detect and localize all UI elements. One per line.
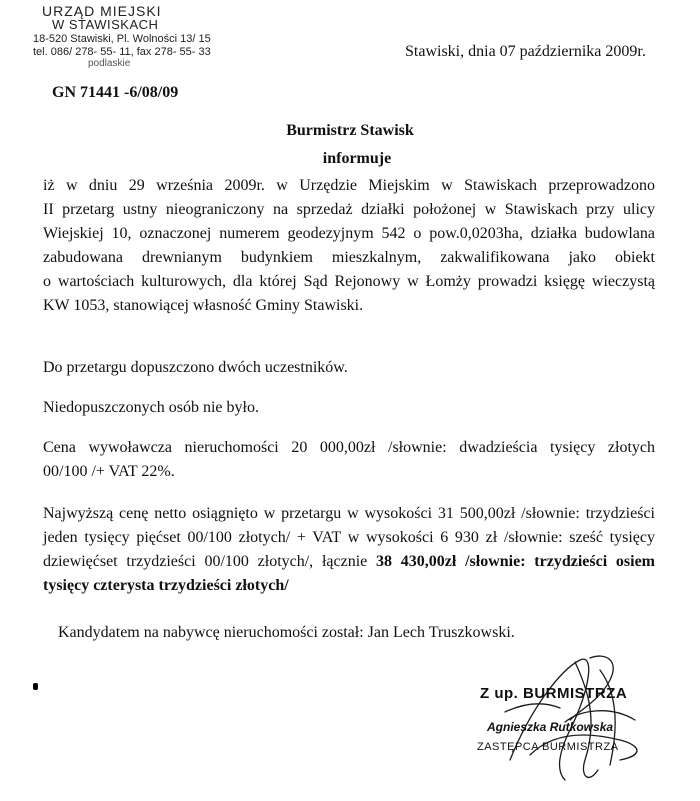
reference-number: GN 71441 -6/08/09	[52, 84, 179, 101]
paragraph-not-admitted	[43, 396, 655, 420]
text-line	[43, 550, 655, 574]
text-line-bold: tysięcy czterysta trzydzieści złotych/	[43, 577, 289, 594]
office-stamp	[0, 0, 215, 75]
text-line: Wiejskiej 10, oznaczonej numerem geodezyjnym 542 o pow.0,0203ha, działka budowlana	[43, 225, 655, 242]
document-subtitle: informuje	[322, 150, 392, 167]
text-line: jeden tysięcy pięćset 00/100 złotych/ + VAT w wysokości 6 930 zł /słownie: sześć tysięcy	[43, 529, 655, 546]
text-segment: dziewięćset trzydzieści 00/100 złotych/, łącznie	[43, 553, 377, 570]
ink-mark	[33, 683, 38, 690]
signatory-name: Agnieszka Rutkowska	[487, 720, 614, 734]
text-line: II przetarg ustny nieograniczony na sprzedaż działki położonej w Stawiskach przy ulicy	[43, 201, 655, 218]
text-line: iż w dniu 29 września 2009r. w Urzędzie Miejskim w Stawiskach przeprowadzono	[43, 177, 655, 194]
text-line: Najwyższą cenę netto osiągnięto w przetargu w wysokości 31 500,00zł /słownie: trzydzieści	[43, 505, 655, 522]
total-price-bold: 38 430,00zł /słownie: trzydzieści osiem	[376, 553, 656, 570]
text-line: Niedopuszczonych osób nie było.	[43, 399, 259, 416]
text-line: Do przetargu dopuszczono dwóch uczestników.	[43, 359, 348, 376]
text-line: zabudowana drewnianym budynkiem mieszkalnym, zakwalifikowana jako obiekt	[43, 249, 655, 266]
place-date: Stawiski, dnia 07 października 2009r.	[405, 43, 646, 60]
stamp-line-3: 18-520 Stawiski, Pl. Wolności 13/ 15	[33, 33, 211, 45]
signatory-role: ZASTĘPCA BURMISTRZA	[477, 741, 619, 753]
stamp-line-1: URZĄD MIEJSKI	[42, 3, 162, 19]
text-line: KW 1053, stanowiącej własność Gminy Stawiski.	[43, 297, 364, 314]
text-line: o wartościach kulturowych, dla której Sąd Rejonowy w Łomży prowadzi księgę wieczystą	[43, 273, 655, 290]
stamp-line-2: W STAWISKACH	[52, 17, 159, 32]
document-title: Burmistrz Stawisk	[286, 122, 414, 139]
text-line: 00/100 /+ VAT 22%.	[43, 463, 175, 480]
paragraph-buyer: Kandydatem na nabywcę nieruchomości został: Jan Lech Truszkowski.	[58, 624, 515, 641]
stamp-line-5: podlaskie	[88, 58, 131, 69]
text-line: Cena wywoławcza nieruchomości 20 000,00zł /słownie: dwadzieścia tysięcy złotych	[43, 439, 655, 456]
stamp-line-4: tel. 086/ 278- 55- 11, fax 278- 55- 33	[33, 46, 211, 58]
paragraph-starting-price	[43, 436, 655, 484]
paragraph-participants	[43, 356, 655, 380]
signature-title: Z up. BURMISTRZA	[480, 685, 628, 702]
paragraph-auction-details	[43, 174, 655, 318]
paragraph-highest-price	[43, 502, 655, 598]
